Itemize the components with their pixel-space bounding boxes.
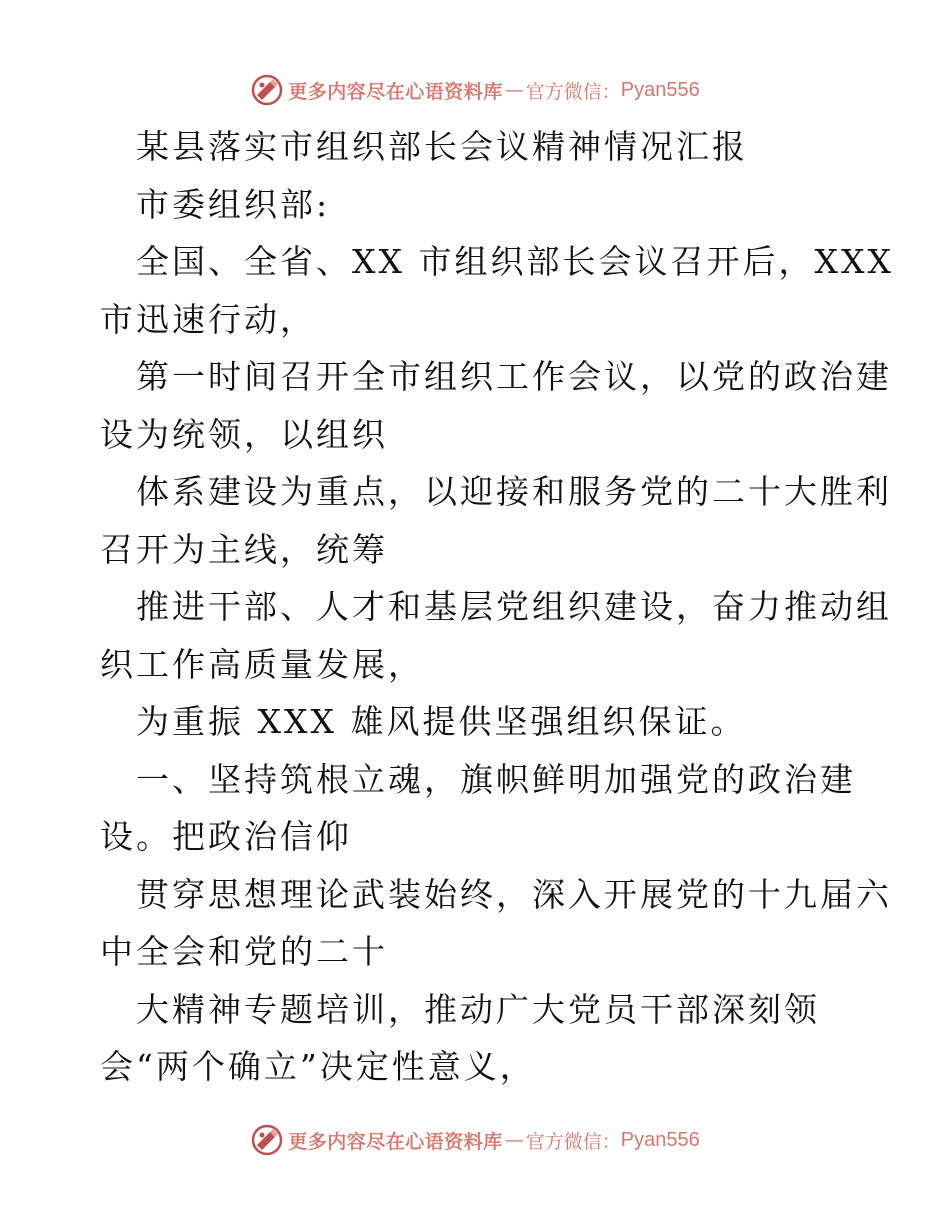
text-line: 体系建设为重点，以迎接和服务党的二十大胜利 bbox=[136, 472, 892, 511]
document-body bbox=[100, 118, 894, 1096]
text-line: 贯穿思想理论武装始终，深入开展党的十九届六 bbox=[136, 874, 892, 914]
text-line: 召开为主线，统筹 bbox=[100, 529, 388, 569]
text-line: 一、坚持筑根立魂，旗帜鲜明加强党的政治建 bbox=[136, 759, 856, 799]
text-line: 会“两个确立”决定性意义， bbox=[100, 1047, 536, 1086]
text-line: 市迅速行动， bbox=[100, 299, 316, 339]
document-seal-icon bbox=[250, 73, 284, 107]
text-line: 设。把政治信仰 bbox=[100, 817, 352, 856]
watermark-site-text: 更多内容尽在心语资料库 bbox=[288, 80, 503, 103]
text-line: 中全会和党的二十 bbox=[100, 932, 388, 971]
watermark-wechat-label: 官方微信： bbox=[525, 80, 621, 103]
watermark-wechat-id: Pyan556 bbox=[620, 1128, 700, 1151]
header-watermark bbox=[0, 70, 950, 110]
text-line: 织工作高质量发展， bbox=[100, 644, 424, 684]
text-line: 第一时间召开全市组织工作会议，以党的政治建 bbox=[136, 357, 892, 396]
watermark-separator: — bbox=[504, 1129, 524, 1151]
document-title: 某县落实市组织部长会议精神情况汇报 bbox=[136, 127, 748, 166]
text-line: 推进干部、人才和基层党组织建设，奋力推动组 bbox=[136, 587, 892, 626]
watermark-wechat-label: 官方微信： bbox=[525, 1130, 621, 1153]
document-seal-icon bbox=[250, 1123, 284, 1157]
text-line: 全国、全省、XX 市组织部长会议召开后，XXX bbox=[136, 242, 894, 281]
text-line: 设为统领，以组织 bbox=[100, 414, 388, 454]
text-line: 市委组织部: bbox=[136, 184, 331, 224]
watermark-separator: — bbox=[504, 79, 524, 101]
text-line: 大精神专题培训，推动广大党员干部深刻领 bbox=[136, 989, 820, 1029]
footer-watermark bbox=[0, 1120, 950, 1160]
watermark-site-text: 更多内容尽在心语资料库 bbox=[288, 1130, 503, 1153]
watermark-wechat-id: Pyan556 bbox=[620, 78, 700, 101]
text-line: 为重振 XXX 雄风提供坚强组织保证。 bbox=[136, 702, 747, 741]
